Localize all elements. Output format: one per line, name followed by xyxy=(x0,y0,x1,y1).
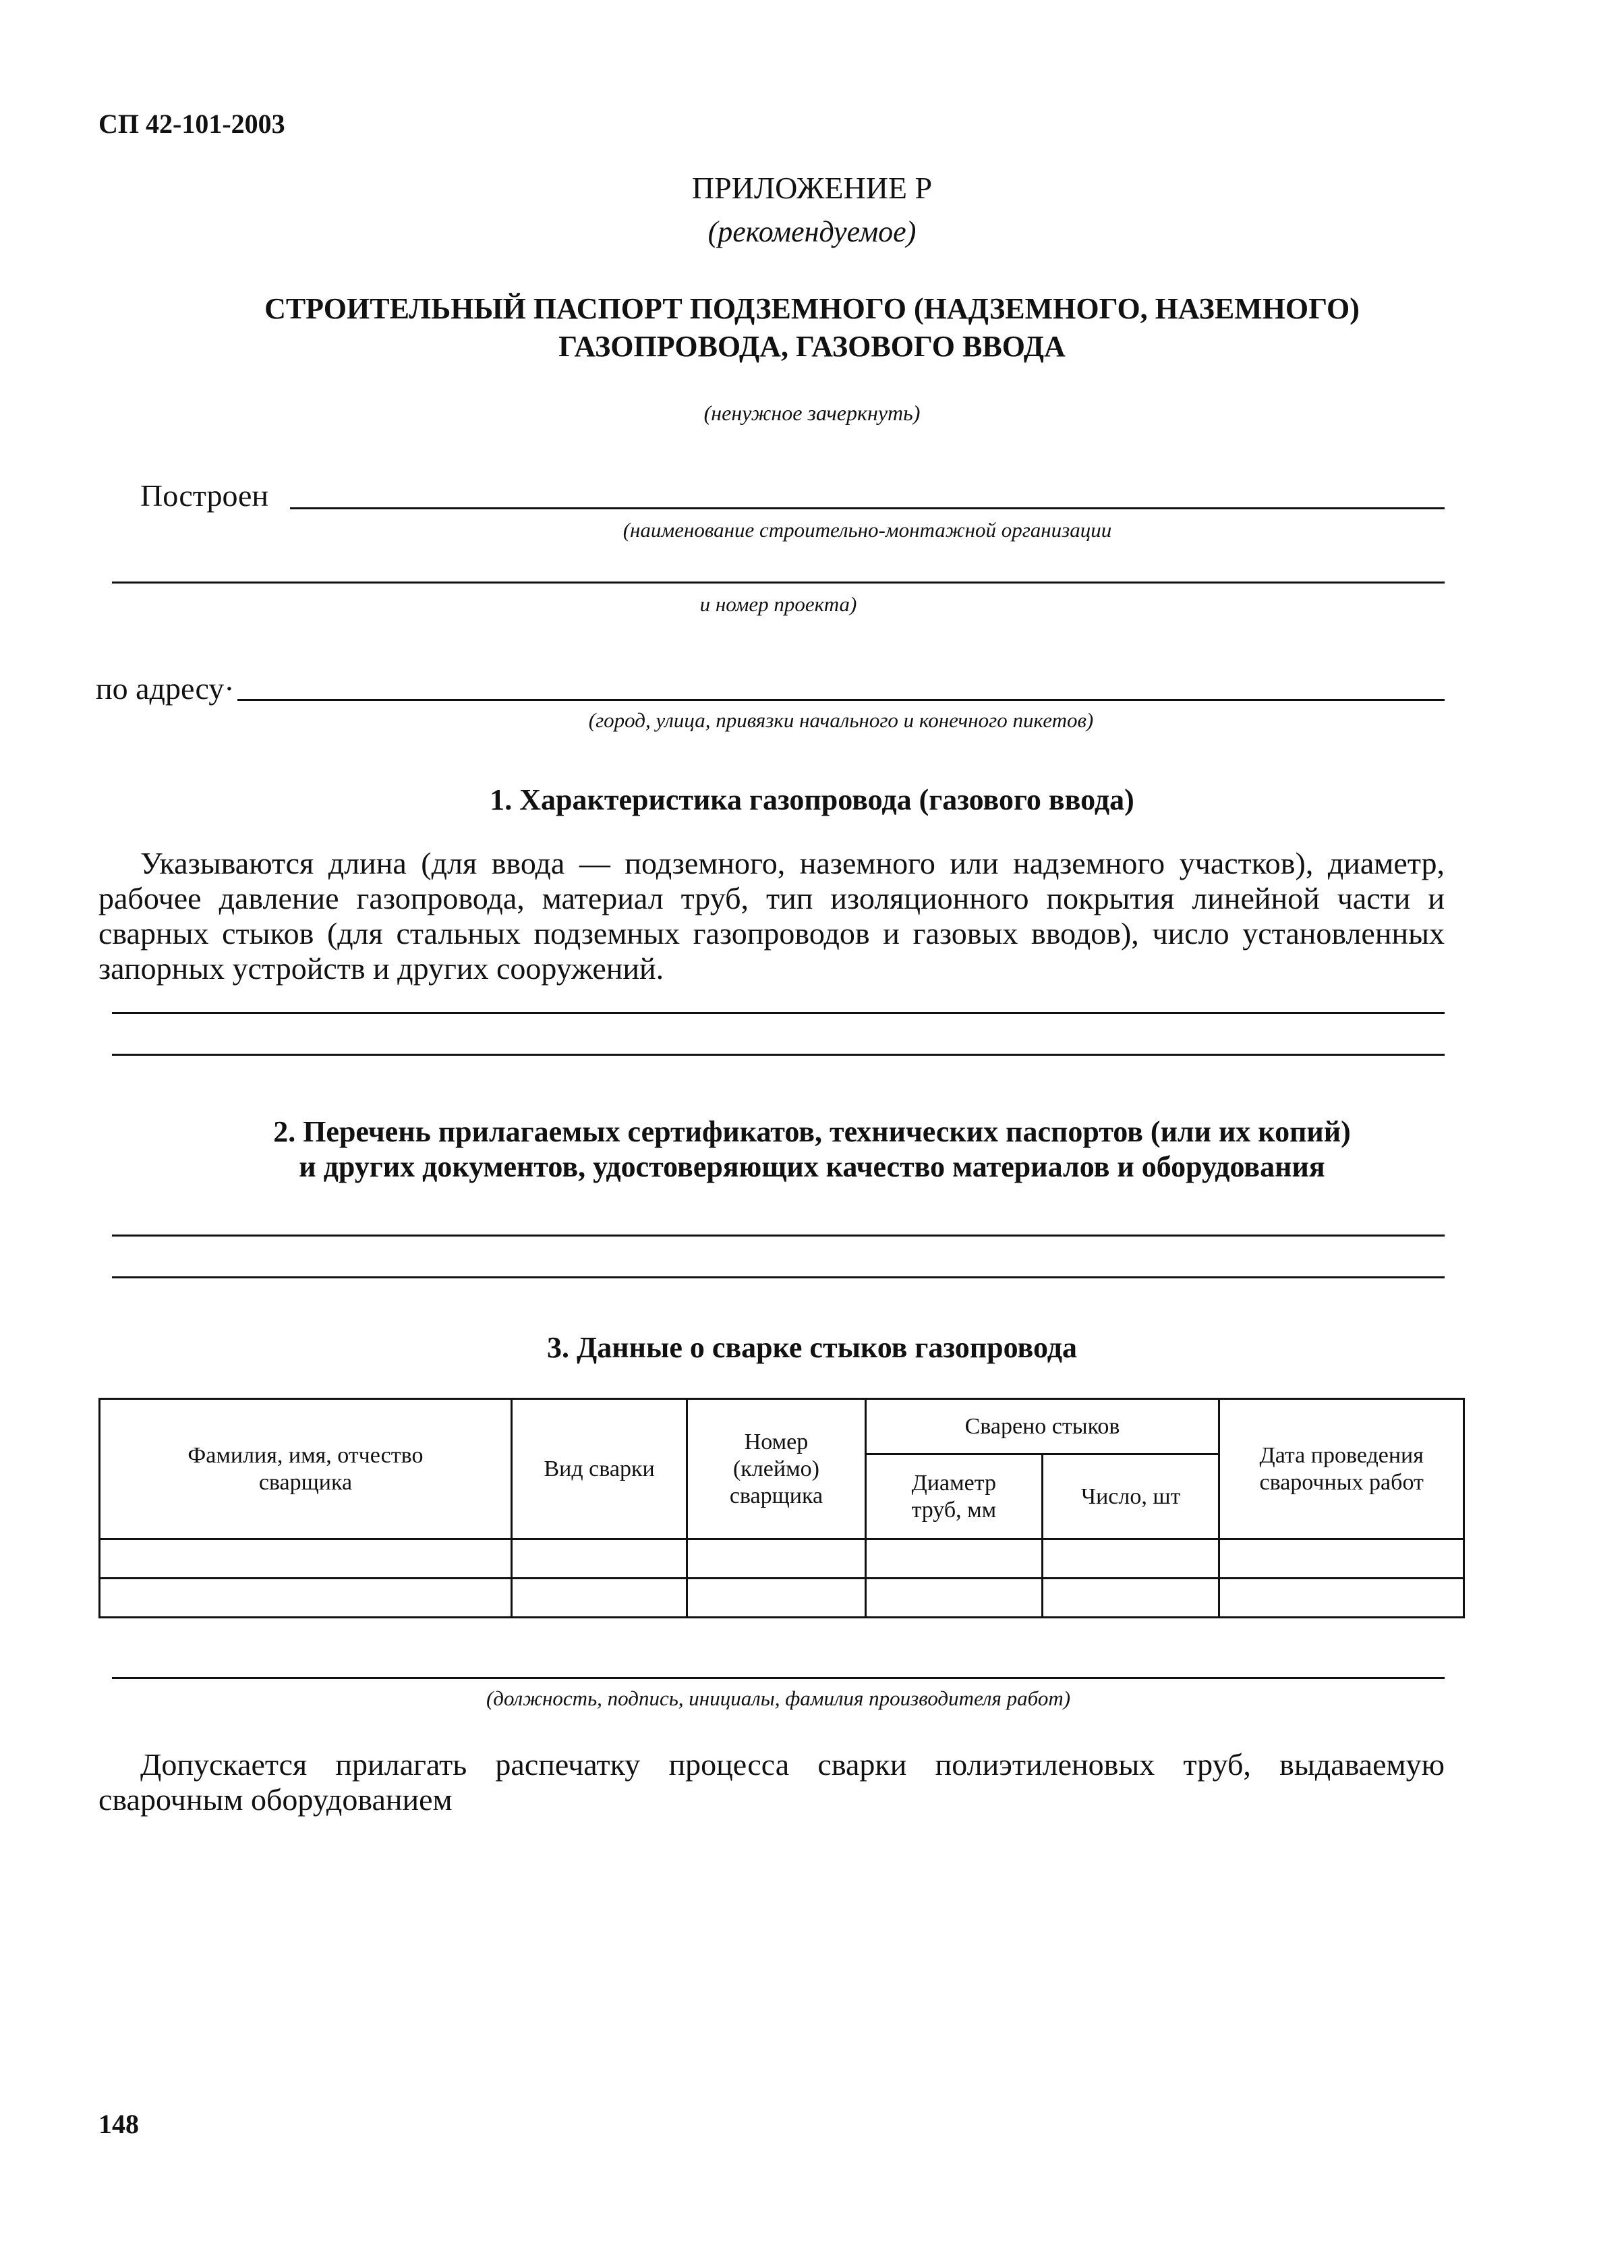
col-date-header: Дата проведения сварочных работ xyxy=(1219,1399,1464,1539)
appendix-label: ПРИЛОЖЕНИЕ Р xyxy=(691,171,933,205)
title-note: (ненужное зачеркнуть) xyxy=(703,401,921,425)
section2-title-line1: 2. Перечень прилагаемых сертификатов, технических паспортов (или их копий) xyxy=(273,1115,1351,1148)
table-cell[interactable] xyxy=(100,1579,512,1618)
table-cell[interactable] xyxy=(1043,1539,1219,1579)
table-cell[interactable] xyxy=(1219,1579,1464,1618)
section2-line1[interactable] xyxy=(112,1235,1445,1237)
table-cell[interactable] xyxy=(687,1579,865,1618)
table-cell[interactable] xyxy=(865,1539,1042,1579)
address-line[interactable] xyxy=(237,699,1445,701)
address-caption: (город, улица, привязки начального и конечного пикетов) xyxy=(588,708,1094,732)
signature-line[interactable] xyxy=(112,1677,1445,1679)
col-diameter-header: Диаметр труб, мм xyxy=(865,1454,1042,1539)
document-title-line2: ГАЗОПРОВОДА, ГАЗОВОГО ВВОДА xyxy=(558,330,1066,363)
section3-title: 3. Данные о сварке стыков газопровода xyxy=(547,1331,1077,1364)
table-row xyxy=(100,1539,1464,1579)
section2-title-line2: и других документов, удостоверяющих качество материалов и оборудования xyxy=(299,1150,1325,1183)
table-cell[interactable] xyxy=(511,1579,687,1618)
table-cell[interactable] xyxy=(1219,1539,1464,1579)
col-welder-header: Фамилия, имя, отчество сварщика xyxy=(100,1399,512,1539)
document-title-line1: СТРОИТЕЛЬНЫЙ ПАСПОРТ ПОДЗЕМНОГО (НАДЗЕМНОГО, НАЗЕМНОГО) xyxy=(264,292,1360,325)
project-caption: и номер проекта) xyxy=(699,592,857,616)
table-cell[interactable] xyxy=(1043,1579,1219,1618)
page-number: 148 xyxy=(98,2109,139,2139)
section1-line1[interactable] xyxy=(112,1012,1445,1014)
welding-table xyxy=(98,1398,1465,1618)
document-code: СП 42-101-2003 xyxy=(98,109,285,139)
col-count-header: Число, шт xyxy=(1043,1454,1219,1539)
address-label: по адресу· xyxy=(96,671,235,706)
col-type-header: Вид сварки xyxy=(511,1399,687,1539)
appendix-note: (рекомендуемое) xyxy=(707,215,917,248)
table-cell[interactable] xyxy=(100,1539,512,1579)
built-caption: (наименование строительно-монтажной организации xyxy=(622,518,1112,542)
col-number-header: Номер (клеймо) сварщика xyxy=(687,1399,865,1539)
project-line[interactable] xyxy=(112,582,1445,584)
built-line[interactable] xyxy=(290,507,1445,509)
section2-line2[interactable] xyxy=(112,1276,1445,1278)
table-cell[interactable] xyxy=(687,1539,865,1579)
col-welded-header: Сварено стыков xyxy=(865,1399,1219,1454)
signature-caption: (должность, подпись, инициалы, фамилия производителя работ) xyxy=(486,1686,1071,1710)
table-cell[interactable] xyxy=(511,1539,687,1579)
section1-title: 1. Характеристика газопровода (газового ввода) xyxy=(490,783,1134,816)
section1-text: Указываются длина (для ввода — подземного, наземного или надземного участков), диаметр, рабочее давление газопровода, материал труб, тип изоляционного покрытия линейной части и сварных стыков (для стальных подземных газопроводов и газовых вводов), число установленных запорных устройств и других сооружений. xyxy=(98,846,1445,986)
welding-printout-note: Допускается прилагать распечатку процесса сварки полиэтиленовых труб, выдаваемую сварочным оборудованием xyxy=(98,1747,1445,1817)
table-row xyxy=(100,1579,1464,1618)
section1-line2[interactable] xyxy=(112,1054,1445,1056)
built-label: Построен xyxy=(140,478,269,513)
table-cell[interactable] xyxy=(865,1579,1042,1618)
